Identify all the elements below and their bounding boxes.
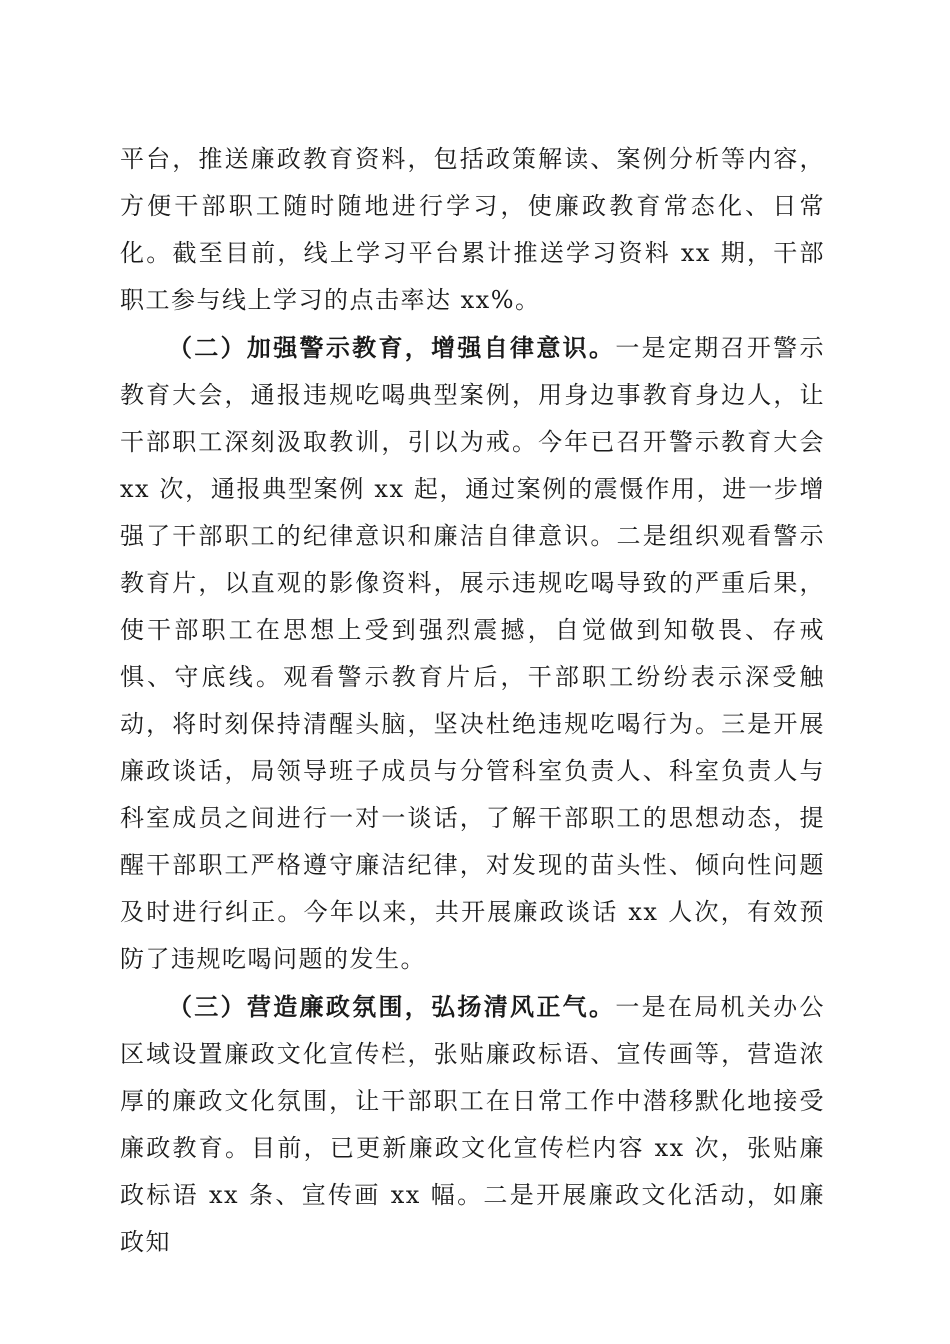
paragraph-text: 一是在局机关办公区域设置廉政文化宣传栏，张贴廉政标语、宣传画等，营造浓厚的廉政文化氛围，让干部职工在日常工作中潜移默化地接受廉政教育。目前，已更新廉政文化宣传栏内容 xx 次，张贴廉政标语 xx 条、宣传画 xx 幅。二是开展廉政文化活动，如廉政知 xyxy=(120,993,825,1256)
section-heading: （三）营造廉政氛围，弘扬清风正气。 xyxy=(168,992,616,1021)
section-heading: （二）加强警示教育，增强自律意识。 xyxy=(168,333,616,362)
paragraph-continuation xyxy=(120,136,825,324)
paragraph-text: 一是定期召开警示教育大会，通报违规吃喝典型案例，用身边事教育身边人，让干部职工深刻汲取教训，引以为戒。今年已召开警示教育大会 xx 次，通报典型案例 xx 起，通过案例的震慑作用，进一步增强了干部职工的纪律意识和廉洁自律意识。二是组织观看警示教育片，以直观的影像资料，展示违规吃喝导致的严重后果，使干部职工在思想上受到强烈震撼，自觉做到知敬畏、存戒惧、守底线。观看警示教育片后，干部职工纷纷表示深受触动，将时刻保持清醒头脑，坚决杜绝违规吃喝行为。三是开展廉政谈话，局领导班子成员与分管科室负责人、科室负责人与科室成员之间进行一对一谈话，了解干部职工的思想动态，提醒干部职工严格遵守廉洁纪律，对发现的苗头性、倾向性问题及时进行纠正。今年以来，共开展廉政谈话 xx 人次，有效预防了违规吃喝问题的发生。 xyxy=(120,334,825,973)
paragraph-section-3 xyxy=(120,983,825,1266)
document-body xyxy=(120,136,825,1266)
paragraph-text: 平台，推送廉政教育资料，包括政策解读、案例分析等内容，方便干部职工随时随地进行学习，使廉政教育常态化、日常化。截至目前，线上学习平台累计推送学习资料 xx 期，干部职工参与线上学习的点击率达 xx%。 xyxy=(120,145,825,314)
paragraph-section-2 xyxy=(120,324,825,983)
